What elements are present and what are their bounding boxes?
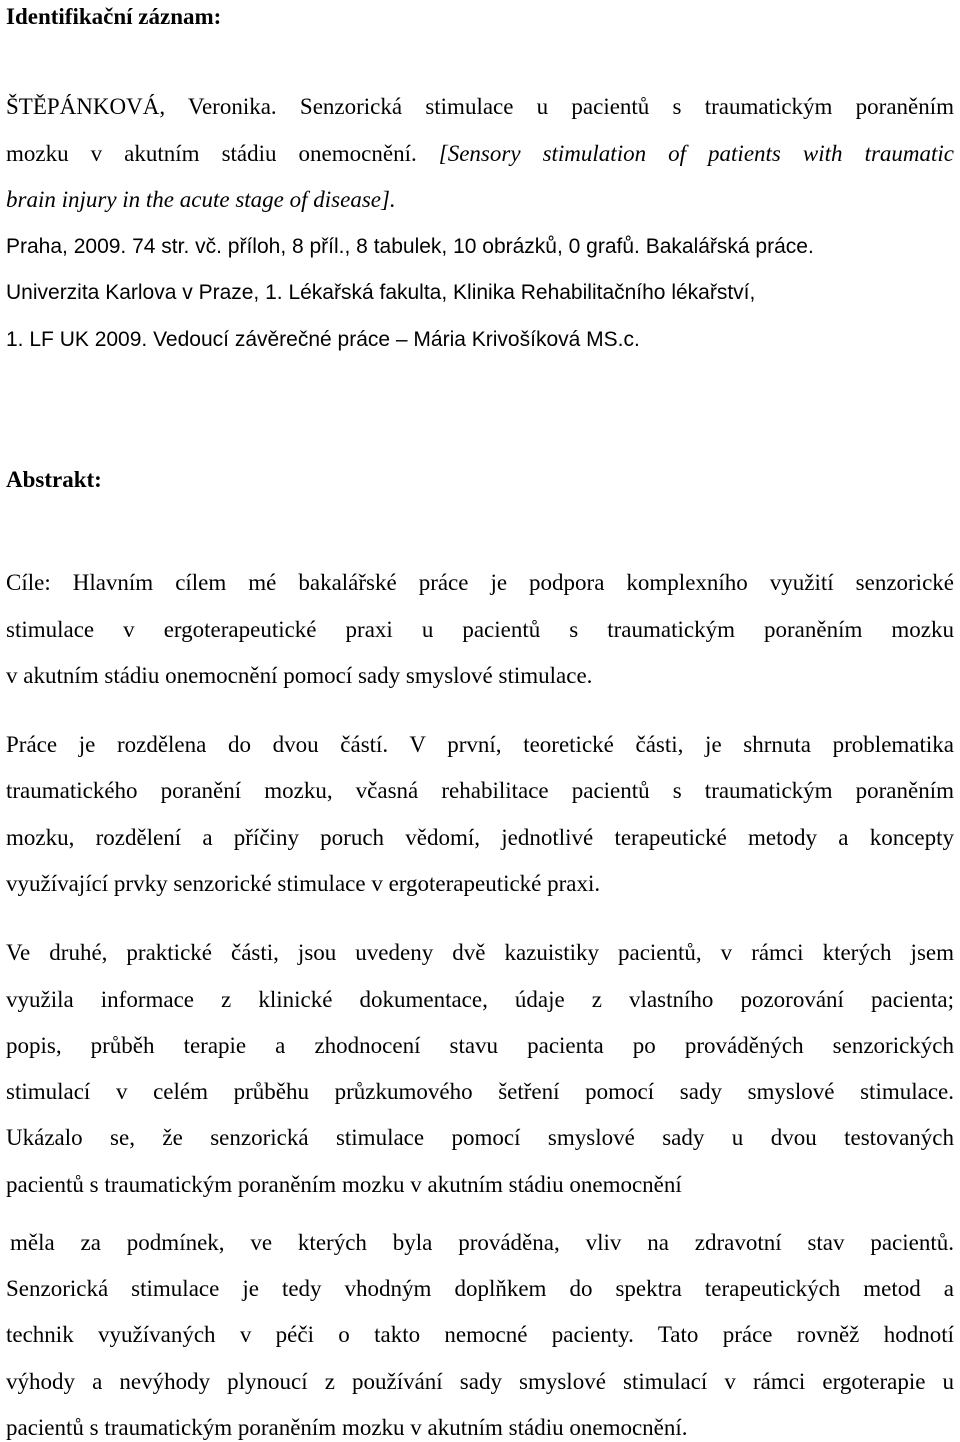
abstract-p3-line-6: pacientů s traumatickým poraněním mozku v akutním stádiu onemocnění: [6, 1172, 682, 1197]
citation-line-6: 1. LF UK 2009. Vedoucí závěrečné práce – Mária Krivošíková MS.c.: [6, 328, 640, 351]
abstract-p4-line-4: výhody a nevýhody plynoucí z používání sady smyslové stimulací v rámci ergoterapie u: [6, 1369, 954, 1394]
abstract-p2-line-2: traumatického poranění mozku, včasná rehabilitace pacientů s traumatickým poraněním: [6, 778, 954, 803]
abstract-p1-line-1: Cíle: Hlavním cílem mé bakalářské práce je podpora komplexního využití senzorické: [6, 570, 954, 595]
abstract-heading: Abstrakt:: [6, 467, 102, 492]
citation-author: ŠTĚPÁNKOVÁ, Veronika.: [6, 94, 277, 119]
abstract-p4-line-2: Senzorická stimulace je tedy vhodným doplňkem do spektra terapeutických metod a: [6, 1276, 954, 1301]
citation-line-5: Univerzita Karlova v Praze, 1. Lékařská fakulta, Klinika Rehabilitačního lékařství,: [6, 281, 756, 304]
abstract-p3-line-2: využila informace z klinické dokumentace, údaje z vlastního pozorování pacienta;: [6, 987, 954, 1012]
citation-line-1: [6, 95, 954, 118]
abstract-p1-line-2: stimulace v ergoterapeutické praxi u pacientů s traumatickým poraněním mozku: [6, 617, 954, 642]
citation-title-part-1: Senzorická stimulace u pacientů s traumatickým poraněním: [299, 94, 955, 119]
abstract-p3-line-1: Ve druhé, praktické části, jsou uvedeny dvě kazuistiky pacientů, v rámci kterých jsem: [6, 940, 954, 965]
abstract-p4-line-3: technik využívaných v péči o takto nemocné pacienty. Tato práce rovněž hodnotí: [6, 1322, 954, 1347]
abstract-p2-line-1: Práce je rozdělena do dvou částí. V první, teoretické části, je shrnuta problematika: [6, 732, 954, 757]
abstract-p4-line-5: pacientů s traumatickým poraněním mozku v akutním stádiu onemocnění.: [6, 1415, 688, 1440]
citation-title-part-2: mozku v akutním stádiu onemocnění.: [6, 141, 417, 166]
citation-line-4: Praha, 2009. 74 str. vč. příloh, 8 příl., 8 tabulek, 10 obrázků, 0 grafů. Bakalářská práce.: [6, 235, 814, 258]
citation-line-2: [6, 142, 954, 165]
abstract-p3-line-4: stimulací v celém průběhu průzkumového šetření pomocí sady smyslové stimulace.: [6, 1079, 954, 1104]
identification-heading: Identifikační záznam:: [6, 4, 222, 29]
abstract-p1-line-3: v akutním stádiu onemocnění pomocí sady smyslové stimulace.: [6, 663, 593, 688]
abstract-p2-line-3: mozku, rozdělení a příčiny poruch vědomí, jednotlivé terapeutické metody a koncepty: [6, 825, 954, 850]
abstract-p4-line-1: měla za podmínek, ve kterých byla prováděna, vliv na zdravotní stav pacientů.: [10, 1230, 954, 1255]
abstract-p3-line-5: Ukázalo se, že senzorická stimulace pomocí smyslové sady u dvou testovaných: [6, 1125, 954, 1150]
abstract-p2-line-4: využívající prvky senzorické stimulace v ergoterapeutické praxi.: [6, 871, 601, 896]
citation-translation-part-1: [Sensory stimulation of patients with traumatic: [438, 141, 955, 166]
citation-translation-part-2: brain injury in the acute stage of disease].: [6, 187, 396, 212]
abstract-p3-line-3: popis, průběh terapie a zhodnocení stavu pacienta po prováděných senzorických: [6, 1033, 954, 1058]
